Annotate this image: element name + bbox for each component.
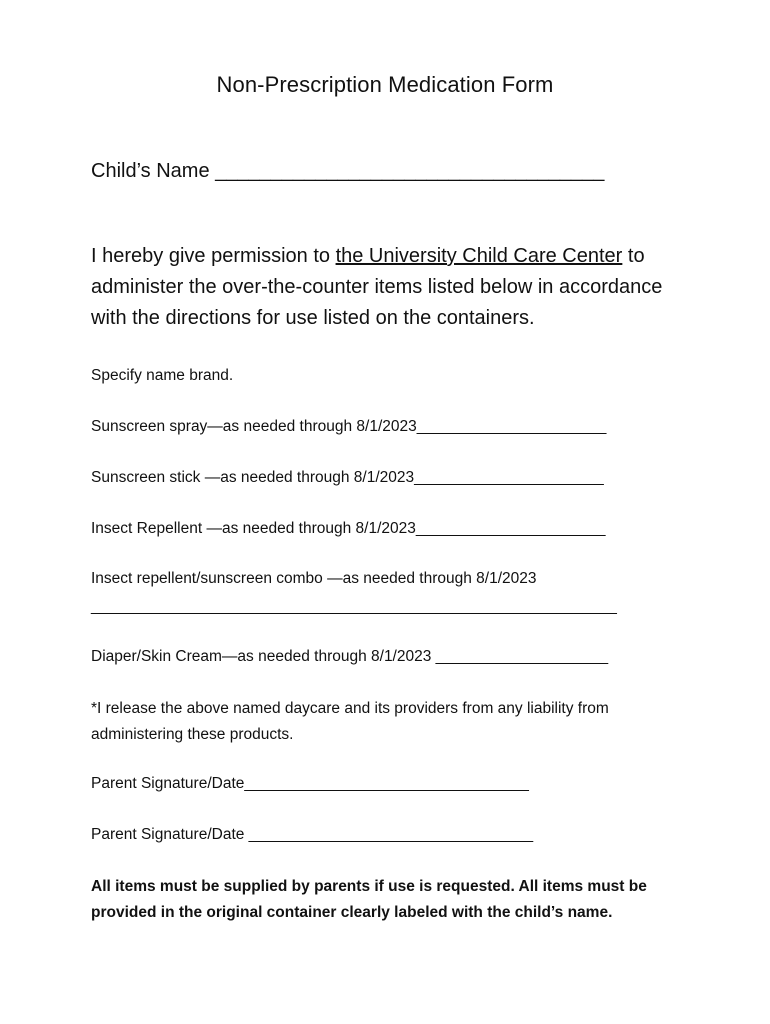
item-repellent-sunscreen-combo: Insect repellent/sunscreen combo —as needed through 8/1/2023: [91, 570, 537, 587]
form-title: Non-Prescription Medication Form: [216, 72, 554, 97]
item-sunscreen-stick[interactable]: Sunscreen stick —as needed through 8/1/2023______________________: [91, 469, 604, 486]
supply-notice: All items must be supplied by parents if use is requested. All items must be provided in the original container clearly labeled with the child’s name.: [91, 878, 647, 921]
permission-prefix: I hereby give permission to: [91, 245, 336, 267]
parent-signature-date-1[interactable]: Parent Signature/Date_________________________________: [91, 775, 529, 792]
item-insect-repellent[interactable]: Insect Repellent —as needed through 8/1/2023______________________: [91, 520, 606, 537]
permission-suffix: to administer the over-the-counter items listed below in accordance with the directions for use listed on the containers.: [91, 245, 663, 329]
item-sunscreen-spray[interactable]: Sunscreen spray—as needed through 8/1/2023______________________: [91, 418, 607, 435]
parent-signature-date-2[interactable]: Parent Signature/Date _________________________________: [91, 826, 534, 843]
center-name: the University Child Care Center: [335, 245, 623, 267]
specify-brand-label: Specify name brand.: [91, 367, 234, 384]
liability-release-text: *I release the above named daycare and its providers from any liability from administering these products.: [91, 700, 609, 743]
item-diaper-skin-cream[interactable]: Diaper/Skin Cream—as needed through 8/1/2023 ____________________: [91, 648, 609, 665]
permission-paragraph: [91, 241, 691, 334]
item-combo-blank-line[interactable]: _____________________________________________________________: [91, 598, 617, 615]
childs-name-field[interactable]: Child’s Name ___________________________________: [91, 160, 605, 182]
